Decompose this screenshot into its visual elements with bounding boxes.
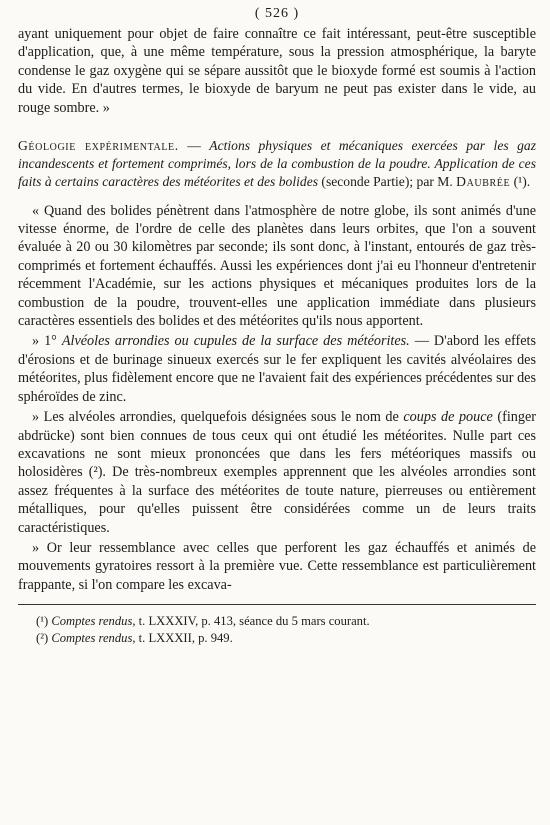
paragraph-alveoles xyxy=(18,332,536,406)
footnote-2-ref: , t. LXXXII, p. 949. xyxy=(132,631,233,646)
footnote-2-mark: (²) xyxy=(36,631,52,646)
coups-italic: coups de pouce xyxy=(403,409,493,426)
coups-text: (finger abdrücke) sont bien connues de tous ceux qui ont étudié les météorites. Nulle part ces excavations ne sont mieux prononcées que dans les fers météoriques massifs ou holosidères (²). De très-nombreux exemples apprennent que les alvéoles arrondies sont assez fréquentes à la surface des météorites de toute nature, pierreuses ou entièrement métalliques, pour qu'elles puissent être considérées comme un de leurs traits caractéristiques. xyxy=(18,409,536,536)
section-author: Daubrée xyxy=(456,174,511,190)
section-label: Géologie expérimentale. xyxy=(18,138,179,154)
page-number: ( 526 ) xyxy=(254,6,300,21)
alveoles-title: Alvéoles arrondies ou cupules de la surface des météorites. xyxy=(61,333,410,350)
footnote-divider xyxy=(18,604,536,605)
footnote-1 xyxy=(18,613,536,630)
section-part: (seconde Partie); par M. xyxy=(318,174,457,190)
footnote-1-ref: , t. LXXXIV, p. 413, séance du 5 mars courant. xyxy=(132,614,370,629)
section-title: Actions physiques et mécaniques exercées par les gaz incandescents et fortement comprimés, lors de la combustion de la poudre. Application de ces faits à certains caractères des météorites et des bolides xyxy=(18,138,536,190)
alveoles-text: — D'abord les effets d'érosions et de burinage sinueux exercés sur le fer expliquent les cavités alvéolaires des météorites, plus fidèlement encore que ne l'avaient fait des expériences précédentes sur des sphéroïdes de zinc. xyxy=(18,333,536,405)
intro-paragraph: ayant uniquement pour objet de faire connaître ce fait intéressant, peut-être susceptible d'application, que, à une même température, sous la pression atmosphérique, la baryte condense le gaz oxygène qui se sépare aussitôt que le bioxyde formé est soumis à l'action du vide. En d'autres termes, le bioxyde de baryum ne peut pas exister dans le vide, au rouge sombre. » xyxy=(18,26,536,116)
footnotes xyxy=(18,613,536,647)
alveoles-lead: » 1° xyxy=(32,333,62,350)
footnote-1-mark: (¹) xyxy=(36,614,52,629)
section-heading xyxy=(18,137,536,192)
section-dash: — xyxy=(178,138,210,154)
footnote-1-source: Comptes rendus xyxy=(51,614,133,629)
paragraph-ressemblance: » Or leur ressemblance avec celles que perforent les gaz échauffés et animés de mouvements gyratoires ressort à la première vue. Cette ressemblance est particulièrement frappante, si l'on compare les excava- xyxy=(18,539,536,593)
section-note-ref: (¹). xyxy=(510,174,531,190)
paragraph-bolides: « Quand des bolides pénètrent dans l'atmosphère de notre globe, ils sont animés d'une vitesse énorme, de l'ordre de celle des planètes dans leurs orbites, que l'on a souvent évaluée à 20 ou 30 kilomètres par seconde; ils sont donc, à l'instant, entourés de gaz très-comprimés et fortement échauffés. Aussi les expériences dont j'ai eu l'honneur d'entretenir récemment l'Académie, sur les actions physiques et mécaniques produites lors de la combustion de la poudre, trouvent-elles une application immédiate dans plusieurs caractères essentiels des bolides et des météorites qu'ils nous apportent. xyxy=(18,202,536,330)
footnote-2-source: Comptes rendus xyxy=(51,631,133,646)
paragraph-coups-de-pouce xyxy=(18,408,536,537)
footnote-2 xyxy=(18,630,536,647)
coups-lead: » Les alvéoles arrondies, quelquefois désignées sous le nom de xyxy=(32,409,404,426)
